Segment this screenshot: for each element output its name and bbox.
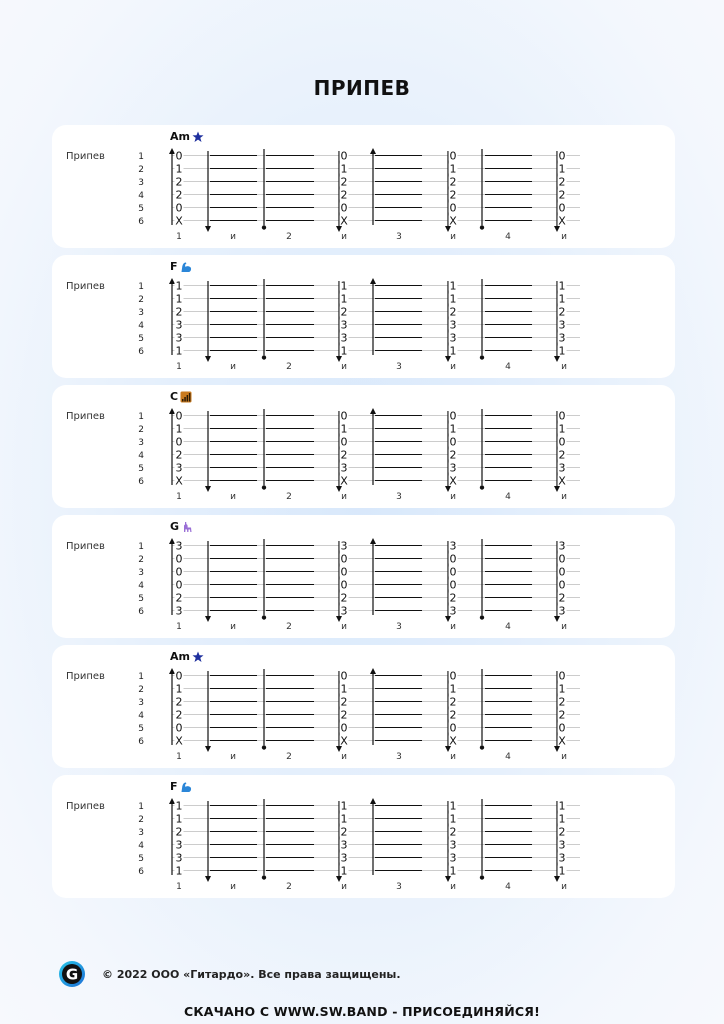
fret-number: 0 (175, 578, 183, 592)
fret-number: 1 (558, 682, 566, 696)
fret-number: 3 (558, 318, 566, 332)
fret-number: 3 (340, 851, 348, 865)
beat-count: 3 (396, 752, 402, 762)
fret-number: 0 (175, 435, 183, 449)
fret-number: 1 (340, 162, 348, 176)
fret-number: 0 (558, 435, 566, 449)
fret-number: 3 (558, 851, 566, 865)
mute-dot (480, 615, 484, 619)
fret-number: 1 (558, 864, 566, 878)
fret-number: 1 (558, 799, 566, 813)
fret-number: 1 (175, 344, 183, 358)
fret-number: 3 (340, 838, 348, 852)
fret-number: 3 (449, 318, 457, 332)
section-label: Припев (66, 411, 105, 422)
fret-number: 1 (175, 864, 183, 878)
fret-number: 0 (175, 552, 183, 566)
tablature (52, 125, 675, 248)
fret-number: X (340, 214, 348, 228)
fret-number: 0 (340, 721, 348, 735)
beat-count: 2 (286, 232, 292, 242)
fret-number: 2 (558, 188, 566, 202)
fret-number: 1 (449, 864, 457, 878)
fret-number: 2 (558, 591, 566, 605)
fret-number: 0 (449, 552, 457, 566)
fret-number: 1 (340, 344, 348, 358)
fret-number: 1 (449, 279, 457, 293)
beat-count: 1 (176, 492, 182, 502)
fret-number: 3 (449, 851, 457, 865)
tablature (52, 775, 675, 898)
string-number: 3 (138, 178, 144, 188)
string-number: 6 (138, 867, 144, 877)
page-title: ПРИПЕВ (313, 76, 411, 100)
string-number: 4 (138, 581, 144, 591)
fret-number: 3 (340, 318, 348, 332)
fret-number: 0 (449, 435, 457, 449)
fret-number: 0 (449, 409, 457, 423)
fret-number: 3 (340, 539, 348, 553)
fret-number: 2 (175, 188, 183, 202)
string-number: 1 (138, 282, 144, 292)
tab-block (52, 255, 675, 378)
string-number: 3 (138, 438, 144, 448)
fret-number: X (449, 214, 457, 228)
fret-number: 1 (449, 682, 457, 696)
string-number: 4 (138, 321, 144, 331)
beat-count: 2 (286, 752, 292, 762)
fret-number: 3 (449, 604, 457, 618)
fret-number: 1 (449, 344, 457, 358)
string-number: 1 (138, 672, 144, 682)
beat-count: и (230, 752, 236, 762)
fret-number: 0 (558, 552, 566, 566)
fret-number: 0 (449, 565, 457, 579)
string-number: 5 (138, 464, 144, 474)
fret-number: 0 (558, 721, 566, 735)
beat-count: 3 (396, 232, 402, 242)
fret-number: 1 (175, 812, 183, 826)
fret-number: 0 (449, 201, 457, 215)
string-number: 6 (138, 737, 144, 747)
fret-number: 1 (340, 864, 348, 878)
beat-count: 2 (286, 882, 292, 892)
beat-count: 2 (286, 492, 292, 502)
tab-block (52, 775, 675, 898)
string-number: 1 (138, 412, 144, 422)
fret-number: X (449, 474, 457, 488)
fret-number: 1 (449, 162, 457, 176)
fret-number: 3 (175, 851, 183, 865)
beat-count: и (450, 752, 456, 762)
fret-number: 2 (175, 708, 183, 722)
fret-number: 1 (449, 422, 457, 436)
fret-number: 0 (558, 409, 566, 423)
chord-label: Am (170, 130, 190, 143)
fret-number: 2 (175, 591, 183, 605)
beat-count: и (230, 492, 236, 502)
fret-number: 1 (340, 279, 348, 293)
fret-number: 2 (340, 188, 348, 202)
beat-count: 2 (286, 622, 292, 632)
beat-count: и (561, 882, 567, 892)
fret-number: 1 (449, 292, 457, 306)
section-label: Припев (66, 151, 105, 162)
fret-number: 2 (175, 175, 183, 189)
tablature (52, 645, 675, 768)
beat-count: и (341, 232, 347, 242)
beat-count: и (230, 362, 236, 372)
beat-count: и (561, 232, 567, 242)
fret-number: 1 (558, 292, 566, 306)
fret-number: 2 (175, 825, 183, 839)
string-number: 4 (138, 841, 144, 851)
fret-number: 0 (175, 409, 183, 423)
copyright-text: © 2022 ООО «Гитардо». Все права защищены. (102, 968, 401, 981)
tab-block (52, 385, 675, 508)
fret-number: 0 (449, 721, 457, 735)
tablature (52, 255, 675, 378)
beat-count: 1 (176, 882, 182, 892)
beat-count: 3 (396, 362, 402, 372)
beat-count: и (341, 622, 347, 632)
fret-number: 2 (340, 175, 348, 189)
string-number: 5 (138, 594, 144, 604)
fret-number: X (558, 214, 566, 228)
mute-dot (480, 355, 484, 359)
string-number: 2 (138, 425, 144, 435)
chord-label: F (170, 780, 178, 793)
string-number: 2 (138, 165, 144, 175)
beat-count: 1 (176, 232, 182, 242)
fret-number: 2 (558, 708, 566, 722)
string-number: 1 (138, 542, 144, 552)
mute-dot (262, 875, 266, 879)
chord-label: F (170, 260, 178, 273)
tab-block (52, 125, 675, 248)
beat-count: 4 (505, 492, 511, 502)
fret-number: 3 (340, 461, 348, 475)
mute-dot (480, 225, 484, 229)
fret-number: 0 (340, 149, 348, 163)
fret-number: X (340, 474, 348, 488)
fret-number: 0 (340, 435, 348, 449)
fret-number: 3 (449, 838, 457, 852)
fret-number: 1 (340, 799, 348, 813)
fret-number: 1 (175, 292, 183, 306)
string-number: 6 (138, 607, 144, 617)
beat-count: и (341, 752, 347, 762)
fret-number: X (449, 734, 457, 748)
section-label: Припев (66, 541, 105, 552)
beat-count: и (561, 752, 567, 762)
beat-count: 1 (176, 362, 182, 372)
fret-number: X (558, 734, 566, 748)
mute-dot (262, 745, 266, 749)
fret-number: 3 (449, 461, 457, 475)
fret-number: 2 (449, 305, 457, 319)
fret-number: 2 (340, 825, 348, 839)
fret-number: 0 (340, 565, 348, 579)
fret-number: 3 (449, 331, 457, 345)
fret-number: X (175, 214, 183, 228)
mute-dot (262, 485, 266, 489)
fret-number: X (558, 474, 566, 488)
fret-number: 0 (340, 201, 348, 215)
fret-number: 2 (340, 305, 348, 319)
beat-count: 1 (176, 752, 182, 762)
fret-number: X (340, 734, 348, 748)
string-number: 1 (138, 802, 144, 812)
fret-number: 0 (558, 669, 566, 683)
fret-number: 2 (449, 695, 457, 709)
fret-number: 1 (175, 799, 183, 813)
fret-number: 2 (558, 305, 566, 319)
gitardo-logo-icon (58, 960, 86, 988)
fret-number: 2 (558, 695, 566, 709)
fret-number: 3 (449, 539, 457, 553)
beat-count: 1 (176, 622, 182, 632)
fret-number: 2 (449, 448, 457, 462)
fret-number: 3 (175, 331, 183, 345)
string-number: 2 (138, 685, 144, 695)
beat-count: 4 (505, 752, 511, 762)
beat-count: и (450, 622, 456, 632)
fret-number: 2 (175, 305, 183, 319)
fret-number: 0 (175, 149, 183, 163)
section-label: Припев (66, 801, 105, 812)
tablature (52, 385, 675, 508)
fret-number: 2 (449, 825, 457, 839)
fret-number: 0 (558, 149, 566, 163)
fret-number: 0 (558, 565, 566, 579)
fret-number: 1 (175, 279, 183, 293)
fret-number: 3 (558, 461, 566, 475)
mute-dot (262, 225, 266, 229)
string-number: 5 (138, 204, 144, 214)
fret-number: 3 (558, 604, 566, 618)
fret-number: 2 (449, 708, 457, 722)
fret-number: 3 (558, 539, 566, 553)
fret-number: 0 (175, 721, 183, 735)
beat-count: 4 (505, 882, 511, 892)
beat-count: и (341, 882, 347, 892)
fret-number: 2 (558, 448, 566, 462)
fret-number: 3 (175, 318, 183, 332)
string-number: 3 (138, 698, 144, 708)
beat-count: 4 (505, 362, 511, 372)
beat-count: 4 (505, 622, 511, 632)
fret-number: 1 (340, 682, 348, 696)
fret-number: 3 (558, 331, 566, 345)
fret-number: 0 (449, 149, 457, 163)
chord-label: G (170, 520, 180, 533)
string-number: 5 (138, 854, 144, 864)
fret-number: 2 (175, 695, 183, 709)
fret-number: 1 (558, 162, 566, 176)
beat-count: и (450, 492, 456, 502)
beat-count: 3 (396, 622, 402, 632)
fret-number: 3 (175, 838, 183, 852)
fret-number: 0 (340, 669, 348, 683)
string-number: 5 (138, 334, 144, 344)
beat-count: и (230, 622, 236, 632)
fret-number: 0 (175, 565, 183, 579)
string-number: 6 (138, 217, 144, 227)
beat-count: 3 (396, 492, 402, 502)
beat-count: и (561, 622, 567, 632)
beat-count: и (341, 362, 347, 372)
fret-number: 1 (449, 812, 457, 826)
fret-number: 0 (449, 669, 457, 683)
string-number: 4 (138, 711, 144, 721)
svg-text:G: G (65, 965, 79, 984)
fret-number: 1 (175, 162, 183, 176)
fret-number: 0 (558, 578, 566, 592)
beat-count: и (341, 492, 347, 502)
fret-number: 0 (558, 201, 566, 215)
chord-label: Am (170, 650, 190, 663)
fret-number: 1 (449, 799, 457, 813)
string-number: 2 (138, 555, 144, 565)
fret-number: 2 (340, 448, 348, 462)
fret-number: 1 (340, 812, 348, 826)
fret-number: 1 (340, 422, 348, 436)
mute-dot (262, 355, 266, 359)
beat-count: и (230, 232, 236, 242)
beat-count: и (450, 882, 456, 892)
string-number: 1 (138, 152, 144, 162)
string-number: 6 (138, 477, 144, 487)
chord-label: C (170, 390, 179, 403)
fret-number: 3 (175, 604, 183, 618)
string-number: 2 (138, 815, 144, 825)
fret-number: 2 (558, 825, 566, 839)
string-number: 2 (138, 295, 144, 305)
fret-number: 2 (558, 175, 566, 189)
fret-number: 0 (175, 669, 183, 683)
fret-number: 1 (340, 292, 348, 306)
fret-number: 1 (175, 682, 183, 696)
beat-count: и (561, 362, 567, 372)
string-number: 3 (138, 828, 144, 838)
fret-number: 1 (558, 344, 566, 358)
string-number: 6 (138, 347, 144, 357)
fret-number: 3 (340, 331, 348, 345)
string-number: 5 (138, 724, 144, 734)
fret-number: 0 (340, 409, 348, 423)
mute-dot (480, 875, 484, 879)
beat-count: 3 (396, 882, 402, 892)
tablature (52, 515, 675, 638)
section-label: Припев (66, 671, 105, 682)
fret-number: 0 (175, 201, 183, 215)
fret-number: 1 (558, 279, 566, 293)
fret-number: 2 (340, 695, 348, 709)
fret-number: 2 (449, 188, 457, 202)
beat-count: 2 (286, 362, 292, 372)
mute-dot (480, 485, 484, 489)
fret-number: 2 (449, 591, 457, 605)
mute-dot (262, 615, 266, 619)
fret-number: X (175, 734, 183, 748)
string-number: 3 (138, 568, 144, 578)
fret-number: 1 (558, 812, 566, 826)
fret-number: 3 (175, 539, 183, 553)
mute-dot (480, 745, 484, 749)
beat-count: и (230, 882, 236, 892)
fret-number: 1 (558, 422, 566, 436)
fret-number: 2 (340, 708, 348, 722)
download-banner[interactable]: СКАЧАНО С WWW.SW.BAND - ПРИСОЕДИНЯЙСЯ! (183, 1004, 540, 1019)
beat-count: и (561, 492, 567, 502)
fret-number: 1 (175, 422, 183, 436)
beat-count: и (450, 232, 456, 242)
tab-block (52, 515, 675, 638)
beat-count: 4 (505, 232, 511, 242)
fret-number: 0 (449, 578, 457, 592)
fret-number: 2 (340, 591, 348, 605)
fret-number: 3 (175, 461, 183, 475)
beat-count: и (450, 362, 456, 372)
fret-number: 3 (558, 838, 566, 852)
section-label: Припев (66, 281, 105, 292)
string-number: 4 (138, 191, 144, 201)
tab-block (52, 645, 675, 768)
fret-number: 2 (449, 175, 457, 189)
string-number: 4 (138, 451, 144, 461)
fret-number: X (175, 474, 183, 488)
fret-number: 3 (340, 604, 348, 618)
fret-number: 0 (340, 552, 348, 566)
fret-number: 2 (175, 448, 183, 462)
string-number: 3 (138, 308, 144, 318)
fret-number: 0 (340, 578, 348, 592)
